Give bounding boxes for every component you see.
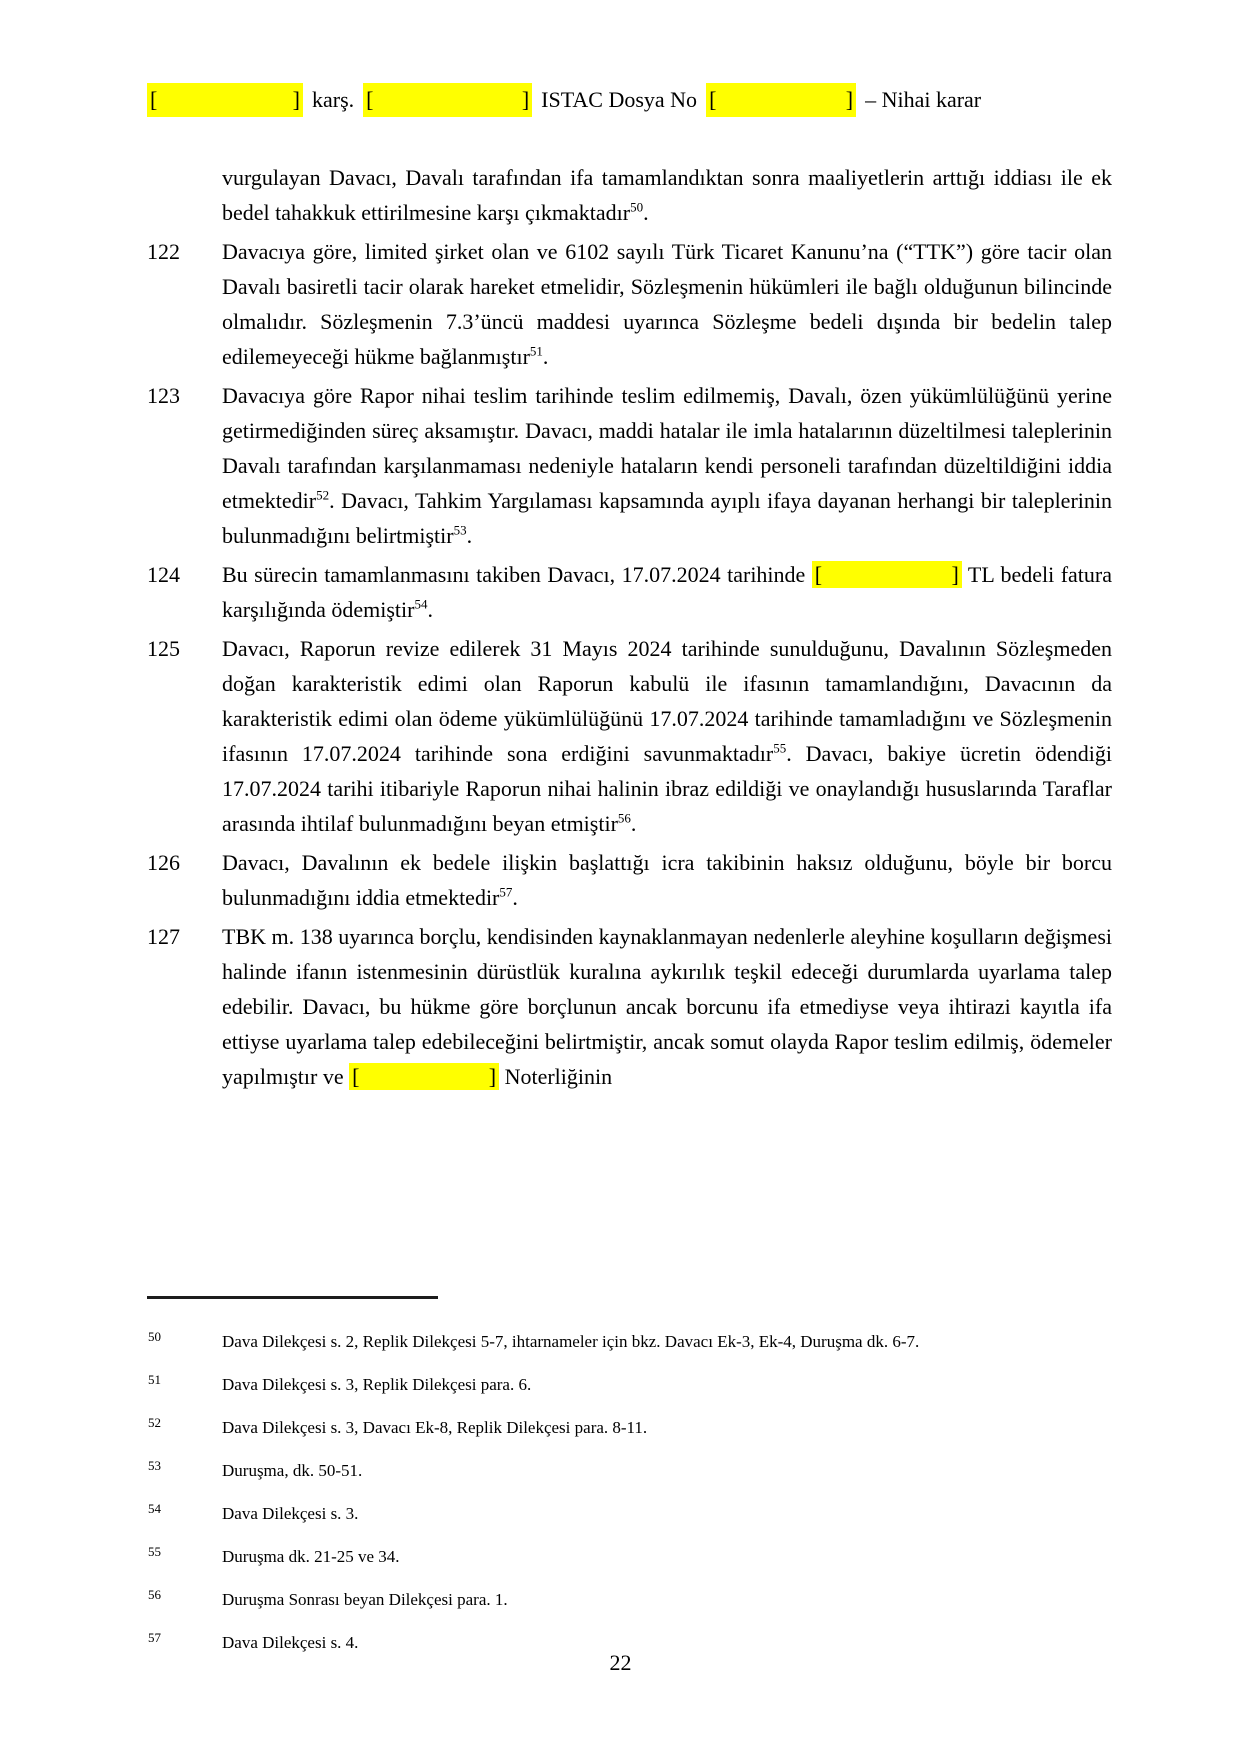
bracket-open: [	[814, 562, 823, 587]
footnote-text: Duruşma, dk. 50-51.	[222, 1461, 363, 1480]
paragraph-text	[222, 924, 1112, 1089]
text-run: Davacıya göre, limited şirket olan ve 6102 sayılı Türk Ticaret Kanunu’na (“TTK”) göre tacir olan Davalı basiretli tacir olarak hareket etmelidir, Sözleşmenin hükümleri ile bağlı olduğunun bilincinde olmalıdır. Sözleşmenin 7.3’üncü maddesi uyarınca Sözleşme bedeli dışında bir bedelin talep edilemeyeceği hükme bağlanmıştır	[222, 239, 1112, 369]
bracket-close: ]	[951, 562, 959, 587]
paragraph-number: 124	[147, 562, 180, 587]
paragraph-text	[222, 165, 1112, 225]
bracket-close: ]	[488, 1064, 497, 1089]
text-run: TBK m. 138 uyarınca borçlu, kendisinden kaynaklanmayan nedenlerle aleyhine koşulların değişmesi halinde ifanın istenmesinin dürüstlük kuralına aykırılık teşkil edeceği durumlarda uyarlama talep edebilir. Davacı, bu hükme göre borçlunun ancak borcunu ifa etmediyse veya ihtirazi kayıtla ifa ettiyse uyarlama talep edebileceğini belirtmiştir, ancak somut olayda Rapor teslim edilmiş, ödemeler yapılmıştır ve	[222, 924, 1112, 1089]
text-run: Bu sürecin tamamlanmasını takiben Davacı, 17.07.2024 tarihinde	[222, 562, 812, 587]
text-run: .	[542, 344, 549, 369]
redaction-highlight	[706, 83, 856, 117]
text-run: karş.	[312, 87, 355, 112]
footnote-text: Dava Dilekçesi s. 2, Replik Dilekçesi 5-7, ihtarnameler için bkz. Davacı Ek-3, Ek-4, Duruşma dk. 6-7.	[222, 1332, 920, 1351]
paragraph-text	[222, 383, 1112, 548]
footnote-number: 56	[148, 1587, 161, 1602]
text-run: . Davacı, Tahkim Yargılaması kapsamında ayıplı ifaya dayanan herhangi bir taleplerinin bulunmadığını belirtmiştir	[222, 488, 1112, 548]
redaction-highlight	[147, 83, 303, 117]
paragraph-number: 126	[147, 850, 180, 875]
text-run: Noterliğinin	[499, 1064, 613, 1089]
footnote-text: Dava Dilekçesi s. 3, Davacı Ek-8, Replik Dilekçesi para. 8-11.	[222, 1418, 648, 1437]
page-number: 22	[609, 1650, 632, 1675]
text-run: vurgulayan Davacı, Davalı tarafından ifa tamamlandıktan sonra maaliyetlerin arttığı iddiası ile ek bedel tahakkuk ettirilmesine karşı çıkmaktadır	[222, 165, 1112, 225]
text-run: Davacı, Davalının ek bedele ilişkin başlattığı icra takibinin haksız olduğunu, böyle bir borcu bulunmadığını iddia etmektedir	[222, 850, 1112, 910]
text-run: .	[630, 811, 637, 836]
footnote-text: Duruşma dk. 21-25 ve 34.	[222, 1547, 400, 1566]
text-run: .	[512, 885, 518, 910]
bracket-open: [	[709, 87, 717, 112]
redaction-highlight	[363, 83, 532, 117]
paragraph	[147, 845, 1112, 915]
text-run: .	[427, 597, 433, 622]
paragraph-text	[222, 850, 1112, 910]
text-run: TL bedeli fatura karşılığında ödemiştir	[222, 562, 1112, 622]
document-body	[147, 160, 1112, 1098]
footnote	[148, 1501, 1112, 1523]
footnote-number: 52	[148, 1415, 161, 1430]
paragraph	[147, 631, 1112, 841]
footnote	[148, 1415, 1112, 1437]
footnote	[148, 1544, 1112, 1566]
text-run: – Nihai karar	[865, 87, 982, 112]
footnote-reference: 51	[529, 343, 543, 359]
text-run: ISTAC Dosya No	[541, 87, 698, 112]
text-run: . Davacı, bakiye ücretin ödendiği 17.07.2024 tarihi itibariyle Raporun nihai halinin ibraz edildiği ve onaylandığı hususlarında Taraflar arasında ihtilaf bulunmadığını beyan etmiştir	[222, 741, 1112, 836]
footnote-text: Dava Dilekçesi s. 3.	[222, 1504, 359, 1523]
footnote	[148, 1587, 1112, 1609]
paragraph	[147, 557, 1112, 627]
paragraph	[147, 234, 1112, 374]
paragraph	[147, 378, 1112, 553]
footnote	[148, 1329, 1112, 1351]
paragraph	[147, 919, 1112, 1094]
bracket-close: ]	[845, 87, 854, 112]
bracket-close: ]	[292, 87, 300, 112]
paragraph-text	[222, 239, 1112, 369]
paragraph-text	[222, 562, 1112, 622]
paragraph	[222, 160, 1112, 230]
header-line	[147, 83, 981, 117]
text-run: .	[643, 200, 649, 225]
footnote-number: 53	[148, 1458, 161, 1473]
redaction-highlight	[349, 1063, 499, 1090]
bracket-open: [	[366, 87, 374, 112]
paragraph-number: 125	[147, 636, 180, 661]
footnote	[148, 1372, 1112, 1394]
footnote-text: Dava Dilekçesi s. 3, Replik Dilekçesi para. 6.	[222, 1375, 532, 1394]
bracket-open: [	[352, 1064, 360, 1089]
redaction-highlight	[812, 561, 962, 588]
bracket-close: ]	[521, 87, 530, 112]
footnote-text: Dava Dilekçesi s. 4.	[222, 1633, 359, 1652]
footnote-number: 57	[148, 1630, 161, 1645]
paragraph-number: 127	[147, 924, 180, 949]
footnote-text: Duruşma Sonrası beyan Dilekçesi para. 1.	[222, 1590, 508, 1609]
text-run: Davacı, Raporun revize edilerek 31 Mayıs 2024 tarihinde sunulduğunu, Davalının Sözleşmeden doğan karakteristik edimi olan Raporun kabulü ile ifasının tamamlandığını, Davacının da karakteristik edimi olan ödeme yükümlülüğünü 17.07.2024 tarihinde tamamladığını ve Sözleşmenin ifasının 17.07.2024 tarihinde sona erdiğini savunmaktadır	[222, 636, 1112, 766]
footnote-reference: 57	[499, 884, 513, 900]
footnote-number: 51	[148, 1372, 161, 1387]
footnote-reference: 53	[453, 522, 467, 538]
footnote-reference: 55	[773, 740, 787, 756]
footnote-reference: 54	[414, 596, 428, 612]
footnote-reference: 56	[617, 810, 631, 826]
footnotes	[148, 1329, 1112, 1676]
footnote-number: 50	[148, 1329, 161, 1344]
text-run: Davacıya göre Rapor nihai teslim tarihinde teslim edilmemiş, Davalı, özen yükümlülüğünü yerine getirmediğinden süreç aksamıştır. Davacı, maddi hatalar ile imla hatalarının düzeltilmesi taleplerinin Davalı tarafından karşılanmaması nedeniyle hataların kendi personeli tarafından düzeltildiğini iddia etmektedir	[222, 383, 1112, 513]
footnote-separator	[147, 1296, 438, 1299]
paragraph-number: 123	[147, 383, 180, 408]
footnote-reference: 52	[316, 487, 330, 503]
footnote	[148, 1458, 1112, 1480]
footnote-number: 54	[148, 1501, 161, 1516]
paragraph-text	[222, 636, 1112, 836]
bracket-open: [	[150, 87, 158, 112]
footnote-number: 55	[148, 1544, 161, 1559]
footnote-reference: 50	[630, 199, 644, 215]
paragraph-number: 122	[147, 239, 180, 264]
text-run: .	[466, 523, 473, 548]
